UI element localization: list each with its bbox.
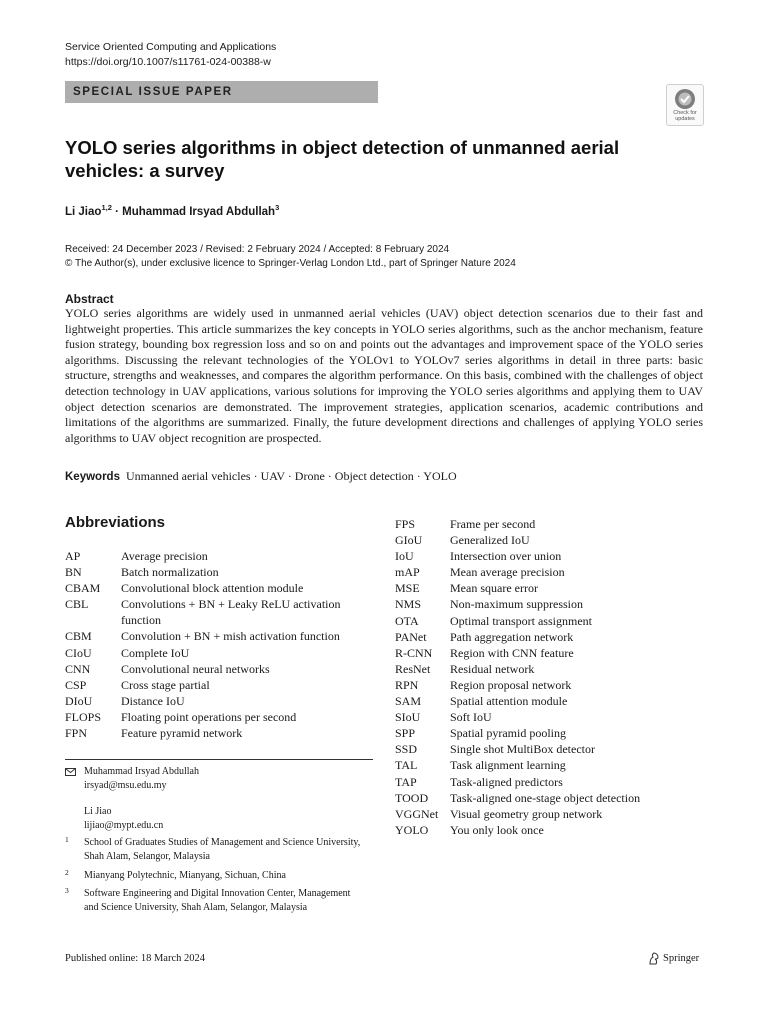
abbreviation-term: BN — [65, 565, 82, 580]
author-name[interactable]: Li Jiao — [65, 205, 102, 218]
affiliation-number: 1 — [65, 835, 69, 844]
abbreviation-row — [65, 693, 375, 709]
abbreviation-row — [395, 709, 715, 725]
abbreviation-term: TAL — [395, 758, 418, 773]
abbreviation-term: PANet — [395, 629, 427, 644]
abbreviation-definition: Cross stage partial — [121, 677, 210, 692]
affiliation-item — [65, 836, 365, 863]
publisher-logo[interactable] — [648, 952, 699, 965]
abbreviation-term: CIoU — [65, 645, 92, 660]
abbreviation-row — [395, 645, 715, 661]
abbreviation-term: FPS — [395, 517, 416, 531]
publisher-name: Springer — [663, 953, 700, 964]
envelope-icon — [65, 768, 76, 776]
abbreviation-term: SAM — [395, 694, 422, 709]
abbreviation-row — [395, 725, 715, 741]
journal-name: Service Oriented Computing and Applications — [65, 41, 277, 53]
abbreviation-row — [65, 596, 375, 628]
affiliation-item — [65, 869, 365, 883]
abbreviation-row — [395, 613, 715, 629]
article-title: YOLO series algorithms in object detection of unmanned aerial vehicles: a survey — [65, 137, 620, 181]
abbreviation-row — [65, 580, 375, 596]
abbreviation-term: R-CNN — [395, 645, 433, 660]
abbreviation-row — [395, 548, 715, 564]
affiliation-text: Mianyang Polytechnic, Mianyang, Sichuan, China — [84, 870, 286, 881]
author-list — [65, 203, 279, 218]
abbreviation-definition: Convolutional block attention module — [121, 581, 304, 596]
affiliation-text: Software Engineering and Digital Innovation Center, Management and Science University, Shah Alam, Selangor, Malaysia — [84, 888, 351, 913]
keywords-label: Keywords — [65, 471, 120, 483]
abbreviation-row — [395, 580, 715, 596]
abbreviation-definition: Convolutions + BN + Leaky ReLU activation function — [121, 597, 341, 628]
abbreviation-row — [395, 693, 715, 709]
abbreviation-row — [65, 628, 375, 644]
abbreviation-definition: Task alignment learning — [450, 758, 566, 773]
abbreviation-row — [395, 596, 715, 612]
abbreviation-definition: Spatial pyramid pooling — [450, 726, 566, 741]
abbreviation-definition: Convolutional neural networks — [121, 661, 270, 676]
abbreviation-list-left — [65, 548, 375, 741]
affiliation-item — [65, 887, 365, 914]
abbreviation-definition: Visual geometry group network — [450, 806, 603, 821]
abbreviation-row — [65, 564, 375, 580]
abbreviation-list-right — [395, 516, 715, 838]
corresponding-author-name: Muhammad Irsyad Abdullah — [84, 766, 199, 777]
abbreviation-term: TOOD — [395, 790, 429, 805]
abbreviation-definition: Mean average precision — [450, 565, 565, 580]
abbreviations-heading: Abbreviations — [65, 514, 166, 531]
received-dates: Received: 24 December 2023 / Revised: 2 February 2024 / Accepted: 8 February 2024 — [65, 244, 450, 255]
abbreviation-row — [65, 661, 375, 677]
abbreviation-row — [395, 774, 715, 790]
abstract-text: YOLO series algorithms are widely used in unmanned aerial vehicles (UAV) object detection scenarios due to their fast and lightweight properties. This article summarizes the key concepts in YOLO series algorithms, such as the anchor mechanism, feature fusion strategy, bounding box regression loss and so on and points out the advantages and improvement space of the YOLO series algorithms. Discussing the relevant technologies of the YOLOv1 to YOLOv7 series algorithms in detail in three parts: basic structure, strengths and weaknesses, and compares the algorithm performance. On this basis, combined with the challenges of object detection technology in UAV applications, various solutions for improving the YOLO series algorithms and applying them to UAV object detection scenarios are demonstrated. The improvement strategies, application scenarios, academic contributions and limitations of the algorithms are summarized. Finally, the future development directions and challenges of applying YOLO series algorithms to UAV object recognition are prospected. — [65, 306, 703, 445]
abbreviation-term: AP — [65, 549, 81, 563]
abbreviation-row — [65, 677, 375, 693]
abbreviation-term: CBAM — [65, 581, 101, 596]
abbreviation-row — [395, 677, 715, 693]
footnote-rule — [65, 759, 373, 760]
article-history — [65, 243, 516, 270]
abbreviation-term: ResNet — [395, 661, 431, 676]
abbreviation-row — [395, 516, 715, 532]
second-author-name: Li Jiao — [84, 806, 112, 817]
abbreviation-row — [395, 532, 715, 548]
abbreviation-row — [395, 629, 715, 645]
springer-horse-icon — [648, 952, 660, 965]
abbreviation-definition: Optimal transport assignment — [450, 613, 592, 628]
abbreviation-definition: Feature pyramid network — [121, 726, 243, 741]
abbreviation-term: DIoU — [65, 693, 93, 708]
abbreviation-definition: Convolution + BN + mish activation function — [121, 629, 340, 644]
abbreviation-definition: Complete IoU — [121, 645, 190, 660]
abbreviation-definition: Mean square error — [450, 581, 538, 596]
abbreviation-term: TAP — [395, 774, 417, 789]
abbreviation-term: CBL — [65, 597, 89, 612]
abbreviation-definition: Spatial attention module — [450, 694, 568, 709]
abbreviation-row — [395, 661, 715, 677]
abbreviation-row — [395, 757, 715, 773]
correspondence-block — [65, 765, 375, 833]
abbreviation-row — [395, 741, 715, 757]
keywords-text: Unmanned aerial vehicles · UAV · Drone · Object detection · YOLO — [125, 469, 457, 483]
abbreviation-definition: Region with CNN feature — [450, 645, 574, 660]
abbreviation-row — [395, 564, 715, 580]
abbreviation-definition: Generalized IoU — [450, 533, 530, 548]
abbreviation-term: FLOPS — [65, 709, 102, 724]
abbreviation-term: SPP — [395, 726, 416, 741]
abbreviation-term: MSE — [395, 581, 420, 596]
abbreviation-definition: Soft IoU — [450, 710, 492, 725]
abbreviation-term: NMS — [395, 597, 422, 612]
abbreviation-row — [65, 709, 375, 725]
abbreviation-term: SIoU — [395, 710, 421, 725]
abbreviation-term: mAP — [395, 565, 420, 580]
author-affiliation-marker: 1,2 — [101, 203, 112, 212]
abbreviation-definition: Frame per second — [450, 517, 536, 531]
abbreviation-term: VGGNet — [395, 806, 439, 821]
abbreviation-definition: Task-aligned predictors — [450, 774, 563, 789]
abbreviation-definition: Residual network — [450, 661, 535, 676]
affiliation-text: School of Graduates Studies of Management and Science University, Shah Alam, Selangor, Malaysia — [84, 837, 361, 862]
abbreviation-definition: Distance IoU — [121, 693, 185, 708]
abbreviation-term: SSD — [395, 742, 418, 757]
affiliation-number: 3 — [65, 886, 69, 895]
abbreviation-definition: Single shot MultiBox detector — [450, 742, 595, 757]
abbreviation-term: GIoU — [395, 533, 423, 548]
abbreviation-definition: Path aggregation network — [450, 629, 574, 644]
author-affiliation-marker: 3 — [275, 203, 280, 212]
abbreviation-term: CBM — [65, 629, 92, 644]
banner-label: SPECIAL ISSUE PAPER — [73, 86, 233, 98]
abbreviation-row — [395, 790, 715, 806]
abbreviation-term: RPN — [395, 677, 419, 692]
abbreviation-term: CSP — [65, 677, 87, 692]
abbreviation-row — [65, 725, 375, 741]
abbreviation-term: IoU — [395, 549, 414, 564]
abbreviation-definition: Region proposal network — [450, 677, 572, 692]
copyright-line: © The Author(s), under exclusive licence to Springer-Verlag London Ltd., part of Springer Nature 2024 — [65, 257, 516, 269]
abbreviation-term: YOLO — [395, 822, 429, 837]
abstract-heading: Abstract — [65, 292, 114, 306]
abbreviation-definition: Average precision — [121, 549, 208, 563]
corresponding-author-email[interactable]: irsyad@msu.edu.my — [84, 780, 167, 791]
author-separator: · — [115, 205, 119, 218]
abbreviation-term: CNN — [65, 661, 91, 676]
check-updates-icon — [674, 88, 696, 110]
doi-link[interactable]: https://doi.org/10.1007/s11761-024-00388-w — [65, 55, 271, 68]
abbreviation-definition: Task-aligned one-stage object detection — [450, 790, 641, 805]
abbreviation-definition: Batch normalization — [121, 565, 219, 580]
abbreviation-definition: You only look once — [450, 822, 544, 837]
abbreviation-row — [65, 548, 375, 564]
check-for-updates-badge[interactable] — [666, 84, 704, 126]
abbreviation-definition: Non-maximum suppression — [450, 597, 583, 612]
keywords-line — [65, 469, 457, 484]
abbreviation-term: FPN — [65, 726, 88, 741]
affiliation-number: 2 — [65, 868, 69, 877]
journal-header — [65, 40, 276, 69]
abbreviation-row — [395, 806, 715, 822]
abbreviation-row — [65, 645, 375, 661]
published-date: Published online: 18 March 2024 — [65, 953, 205, 964]
abbreviation-term: OTA — [395, 613, 419, 628]
special-issue-banner — [65, 81, 378, 103]
abbreviation-row — [395, 822, 715, 838]
author-name[interactable]: Muhammad Irsyad Abdullah — [122, 205, 276, 218]
abbreviation-definition: Floating point operations per second — [121, 709, 297, 724]
check-updates-text: Check for updates — [673, 110, 697, 122]
second-author-email[interactable]: lijiao@mypt.edu.cn — [84, 820, 164, 831]
abbreviation-definition: Intersection over union — [450, 549, 562, 564]
